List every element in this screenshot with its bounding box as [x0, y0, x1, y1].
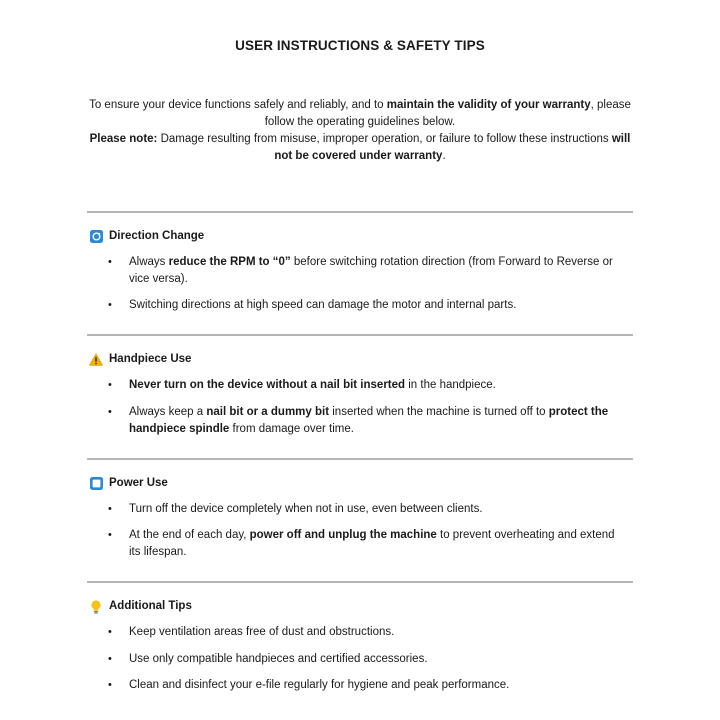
power-square-icon [89, 477, 103, 491]
section-divider [87, 581, 633, 583]
bullet: • [108, 679, 112, 691]
page-title: USER INSTRUCTIONS & SAFETY TIPS [235, 38, 485, 53]
section-heading-direction-change [89, 228, 204, 245]
bullet: • [108, 626, 112, 638]
intro-paragraph [88, 97, 632, 165]
list-item-text: Always reduce the RPM to “0” before switching rotation direction (from Forward to Reverse or vice versa). [129, 256, 613, 285]
list-item [108, 501, 628, 518]
list-item-text: Keep ventilation areas free of dust and obstructions. [129, 626, 395, 638]
note-text: . [442, 150, 446, 162]
note-emphasis: will not be covered under warranty [274, 133, 631, 162]
list-item-text: Clean and disinfect your e-file regularly for hygiene and peak performance. [129, 679, 510, 691]
list-item-text: Always keep a nail bit or a dummy bit inserted when the machine is turned off to protect the handpiece spindle from damage over time. [129, 406, 609, 435]
intro-text: , please follow the operating guidelines below. [264, 99, 631, 128]
section-title: Additional Tips [109, 600, 192, 612]
list-item [108, 404, 628, 438]
bullet: • [108, 529, 112, 541]
list-item [108, 297, 628, 314]
bullet: • [108, 503, 112, 515]
section-divider [87, 458, 633, 460]
section-title: Handpiece Use [109, 353, 192, 365]
direction-change-icon [89, 230, 103, 244]
list-item [108, 624, 628, 641]
lightbulb-icon [89, 600, 103, 614]
section-heading-power-use [89, 475, 168, 492]
intro-line-1 [88, 97, 632, 131]
bullet: • [108, 406, 112, 418]
section-divider [87, 334, 633, 336]
list-item [108, 651, 628, 668]
list-item [108, 377, 628, 394]
bullet: • [108, 653, 112, 665]
warning-icon [89, 353, 103, 367]
note-text: Damage resulting from misuse, improper operation, or failure to follow these instructions [157, 133, 612, 145]
list-item [108, 527, 628, 561]
section-title: Direction Change [109, 230, 205, 242]
list-item [108, 254, 628, 288]
section-divider [87, 211, 633, 213]
intro-emphasis: maintain the validity of your warranty [386, 99, 591, 111]
list-item-text: Switching directions at high speed can damage the motor and internal parts. [129, 299, 517, 311]
section-heading-handpiece-use [89, 351, 191, 368]
bullet: • [108, 379, 112, 391]
list-item-text: Turn off the device completely when not in use, even between clients. [129, 503, 483, 515]
bullet: • [108, 299, 112, 311]
bullet: • [108, 256, 112, 268]
intro-text: To ensure your device functions safely and reliably, and to [89, 99, 387, 111]
section-title: Power Use [109, 477, 168, 489]
list-item-text: At the end of each day, power off and unplug the machine to prevent overheating and extend its lifespan. [129, 529, 615, 558]
intro-line-2 [88, 131, 632, 165]
list-item-text: Use only compatible handpieces and certified accessories. [129, 653, 428, 665]
note-label: Please note: [89, 133, 158, 145]
section-heading-additional-tips [89, 598, 192, 615]
list-item-text: Never turn on the device without a nail bit inserted in the handpiece. [129, 379, 496, 391]
list-item [108, 677, 628, 694]
